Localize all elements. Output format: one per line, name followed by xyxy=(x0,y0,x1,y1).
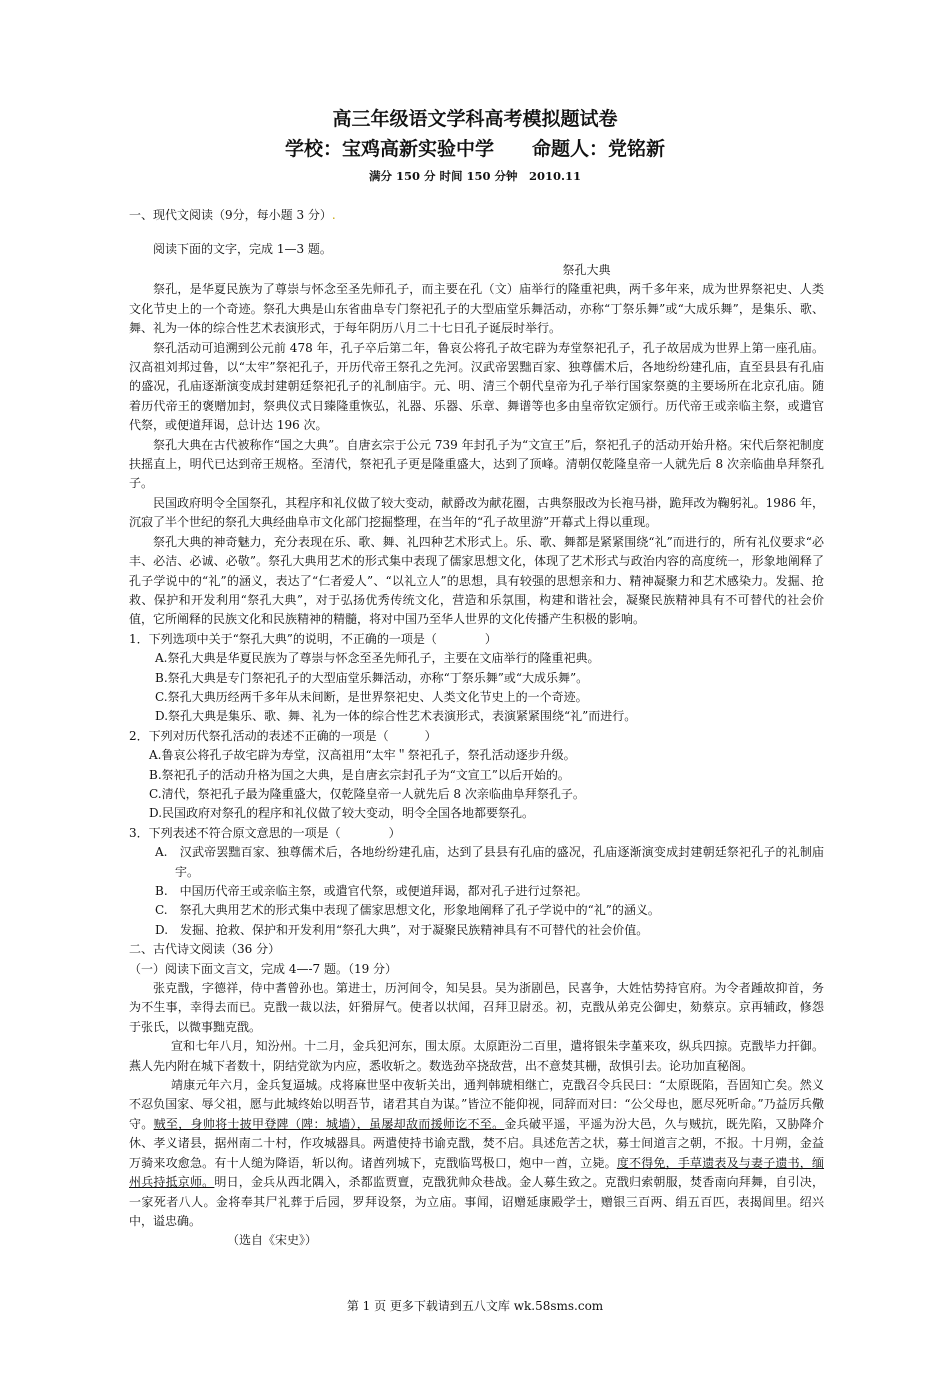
question-1-option: C.祭孔大典历经两千多年从未间断，是世界祭祀史、人类文化节史上的一个奇迹。 xyxy=(155,689,588,704)
section1-heading-mark: . xyxy=(331,208,336,222)
section1-intro: 阅读下面的文字，完成 1—3 题。 xyxy=(153,242,332,256)
classical-text: 金兵破平遥，平遥为汾大邑，久与贼抗，既先陷，又胁降介休、孝义诸县，据州南二十村，作攻城器具。两遣使持书谕克戬，焚不启。具述危苦之状，募士间道言之朝，不报。十月朔，金益万骑来攻愈急。有十人缒为降语，斩以徇。诸酋列城下，克戬临骂极口，炮中一酋，立毙。 xyxy=(129,1116,824,1170)
article-paragraph: 民国政府明令全国祭孔，其程序和礼仪做了较大变动，献爵改为献花圈，古典祭服改为长袍马褂，跪拜改为鞠躬礼。1986 年，沉寂了半个世纪的祭孔大典经曲阜市文化部门挖掘整理，在当年的“孔子故里游”开幕式上得以重现。 xyxy=(129,495,824,530)
classical-text: 明日，金兵从西北隅入，杀都监贾亶，克戬犹帅众巷战。金人募生致之。克戬归索朝服，焚香南向拜舞，自引决，一家死者八人。金将奉其尸礼葬于后园，罗拜设祭，为立庙。事闻，诏赠延康殿学士，赠银三百两、绢五百匹，表揭闾里。绍兴中，谥忠确。 xyxy=(129,1175,824,1228)
section1-heading-line xyxy=(129,206,824,225)
section1-heading: 一、现代文阅读（9分，每小题 3 分） xyxy=(129,208,332,222)
section1-intro-block xyxy=(129,240,824,259)
exam-meta: 满分 150 分 时间 150 分钟 2010.11 xyxy=(368,169,582,183)
page-footer: 第 1 页 更多下载请到五八文库 wk.58sms.com xyxy=(346,1299,604,1313)
question-3-stem: 3．下列表述不符合原文意思的一项是（ ） xyxy=(129,825,401,840)
question-1-stem: 1．下列选项中关于“祭孔大典”的说明，不正确的一项是（ ） xyxy=(129,631,497,646)
question-3-option: A. 汉武帝罢黜百家、独尊儒术后，各地纷纷建孔庙，达到了县县有孔庙的盛况，孔庙逐渐演变成封建朝廷祭祀孔子的礼制庙宇。 xyxy=(155,845,824,879)
exam-title: 高三年级语文学科高考模拟题试卷 xyxy=(332,108,618,130)
question-1-option: D.祭孔大典是集乐、歌、舞、礼为一体的综合性艺术表演形式，表演紧紧围绕“礼”而进行。 xyxy=(155,709,637,724)
question-2-stem: 2．下列对历代祭孔活动的表述不正确的一项是（ ） xyxy=(129,728,437,743)
article-paragraph: 祭孔大典在古代被称作“国之大典”。自唐玄宗于公元 739 年封孔子为“文宣王”后，祭祀孔子的活动开始升格。宋代后祭祀制度扶摇直上，明代已达到帝王规格。至清代，祭祀孔子更是隆重盛大，达到了顶峰。清朝仅乾隆皇帝一人就先后 8 次亲临曲阜拜祭孔子。 xyxy=(129,437,824,491)
article-title: 祭孔大典 xyxy=(562,263,611,277)
section2-subheading: （一）阅读下面文言文，完成 4—-7 题。（19 分） xyxy=(129,961,398,976)
classical-paragraph xyxy=(129,1076,824,1231)
article-paragraph: 祭孔，是华夏民族为了尊崇与怀念至圣先师孔子，而主要在孔（文）庙举行的隆重祀典，两千多年来，成为世界祭祀史、人类文化节史上的一个奇迹。祭孔大典是山东省曲阜专门祭祀孔子的大型庙堂乐舞活动，亦称“丁祭乐舞”或“大成乐舞”，是集乐、歌、舞、礼为一体的综合性艺术表演形式，于每年阴历八月二十七日孔子诞辰时举行。 xyxy=(129,282,824,336)
classical-paragraph: 宣和七年八月，知汾州。十二月，金兵犯河东，围太原。太原距汾二百里，遣将银朱孛堇来攻，纵兵四掠。克戬毕力扞御。燕人先内附在城下者数十，阴结党欲为内应，悉收斩之。数选劲卒挠敌营，出不意焚其栅，敌惧引去。论功加直秘阁。 xyxy=(129,1039,824,1073)
question-1-option: B.祭孔大典是专门祭祀孔子的大型庙堂乐舞活动，亦称“丁祭乐舞”或“大成乐舞”。 xyxy=(155,670,589,685)
article-paragraph: 祭孔活动可追溯到公元前 478 年，孔子卒后第二年，鲁哀公将孔子故宅辟为寿堂祭祀孔子，孔子故居成为世界上第一座孔庙。汉高祖刘邦过鲁，以“太牢”祭祀孔子，开历代帝王祭孔之先河。汉武帝罢黜百家、独尊儒术后，各地纷纷建孔庙，直至县县有孔庙的盛况，孔庙逐渐演变成封建朝廷祭祀孔子的礼制庙宇。元、明、清三个朝代皇帝为孔子举行国家祭奠的主要场所在北京孔庙。随着历代帝王的褒赠加封，祭典仪式日臻隆重恢弘，礼器、乐器、乐章、舞谱等也多由皇帝钦定颁行。历代帝王或亲临主祭，或遣官代祭，或便道拜谒，总计达 196 次。 xyxy=(129,340,824,433)
underlined-sentence-1: 贼至，身帅将士披甲登陴（陴：城墙），虽屡却敌而援师讫不至。 xyxy=(153,1116,505,1131)
question-2-option: C.清代，祭祀孔子最为隆重盛大，仅乾隆皇帝一人就先后 8 次亲临曲阜拜祭孔子。 xyxy=(149,786,585,801)
section2-heading: 二、古代诗文阅读（36 分） xyxy=(129,942,281,957)
question-3-option: B. 中国历代帝王或亲临主祭，或遣官代祭，或便道拜谒，都对孔子进行过祭祀。 xyxy=(155,884,588,898)
classical-paragraph: 张克戬，字德祥，侍中耆曾孙也。第进士，历河间令，知吴县。吴为浙剧邑，民喜争，大姓怙势持官府。为令者踵故抑首，务为不生事，幸得去而已。克戬一裁以法，奸猾屏气。使者以状闻，召拜卫尉丞。初，克戬从弟克公御史，劾蔡京。京再辅政，修怨于张氏，以微事黜克戬。 xyxy=(129,981,824,1034)
article-paragraph: 祭孔大典的神奇魅力，充分表现在乐、歌、舞、礼四种艺术形式上。乐、歌、舞都是紧紧围绕“礼”而进行的，所有礼仪要求“必丰、必洁、必诚、必敬”。祭孔大典用艺术的形式集中表现了儒家思想文化，体现了艺术形式与政治内容的高度统一，形象地阐释了孔子学说中的“礼”的涵义，表达了“仁者爱人”、“以礼立人”的思想，具有较强的思想亲和力、精神凝聚力和艺术感染力。发掘、抢救、保护和开发利用“祭孔大典”，对于弘扬优秀传统文化，营造和乐氛围，构建和谐社会，凝聚民族精神具有不可替代的社会价值，它所阐释的民族文化和民族精神的精髓，将对中国乃至华人世界的文化传播产生积极的影响。 xyxy=(129,534,824,627)
classical-text: 靖康元年六月，金兵复逼城。戍将麻世坚中夜斩关出，通判韩琥相继亡，克戬召令兵民曰：“太原既陷，吾固知亡矣。然义不忍负国家、辱父祖，愿与此城终始以明吾节，诸君其自为谋。”皆泣不能仰视，同辞而对曰：“公父母也，愿尽死听命。”乃益厉兵儆守。 xyxy=(129,1078,824,1131)
main-content xyxy=(129,261,824,1251)
classical-source: （选自《宋史》） xyxy=(227,1233,318,1248)
underlined-sentence-2: 度不得免，手草遗表及与妻子遗书，缅州兵持抵京师。 xyxy=(129,1155,824,1190)
exam-subtitle: 学校：宝鸡高新实验中学 命题人：党铭新 xyxy=(284,138,665,160)
question-2-option: A.鲁哀公将孔子故宅辟为寿堂，汉高祖用“太牢＂祭祀孔子，祭孔活动逐步升级。 xyxy=(149,748,576,763)
question-2-option: B.祭祀孔子的活动升格为国之大典，是自唐玄宗封孔子为“文宣工”以后开始的。 xyxy=(149,767,570,782)
question-2-option: D.民国政府对祭孔的程序和礼仪做了较大变动，明令全国各地都要祭孔。 xyxy=(149,806,535,821)
question-1-option: A.祭孔大典是华夏民族为了尊崇与怀念至圣先师孔子，主要在文庙举行的隆重祀典。 xyxy=(155,651,600,666)
question-3-option: D. 发掘、抢救、保护和开发利用“祭孔大典”，对于凝聚民族精神具有不可替代的社会价值。 xyxy=(155,922,649,937)
question-3-option: C. 祭孔大典用艺术的形式集中表现了儒家思想文化，形象地阐释了孔子学说中的“礼”的涵义。 xyxy=(155,903,660,918)
